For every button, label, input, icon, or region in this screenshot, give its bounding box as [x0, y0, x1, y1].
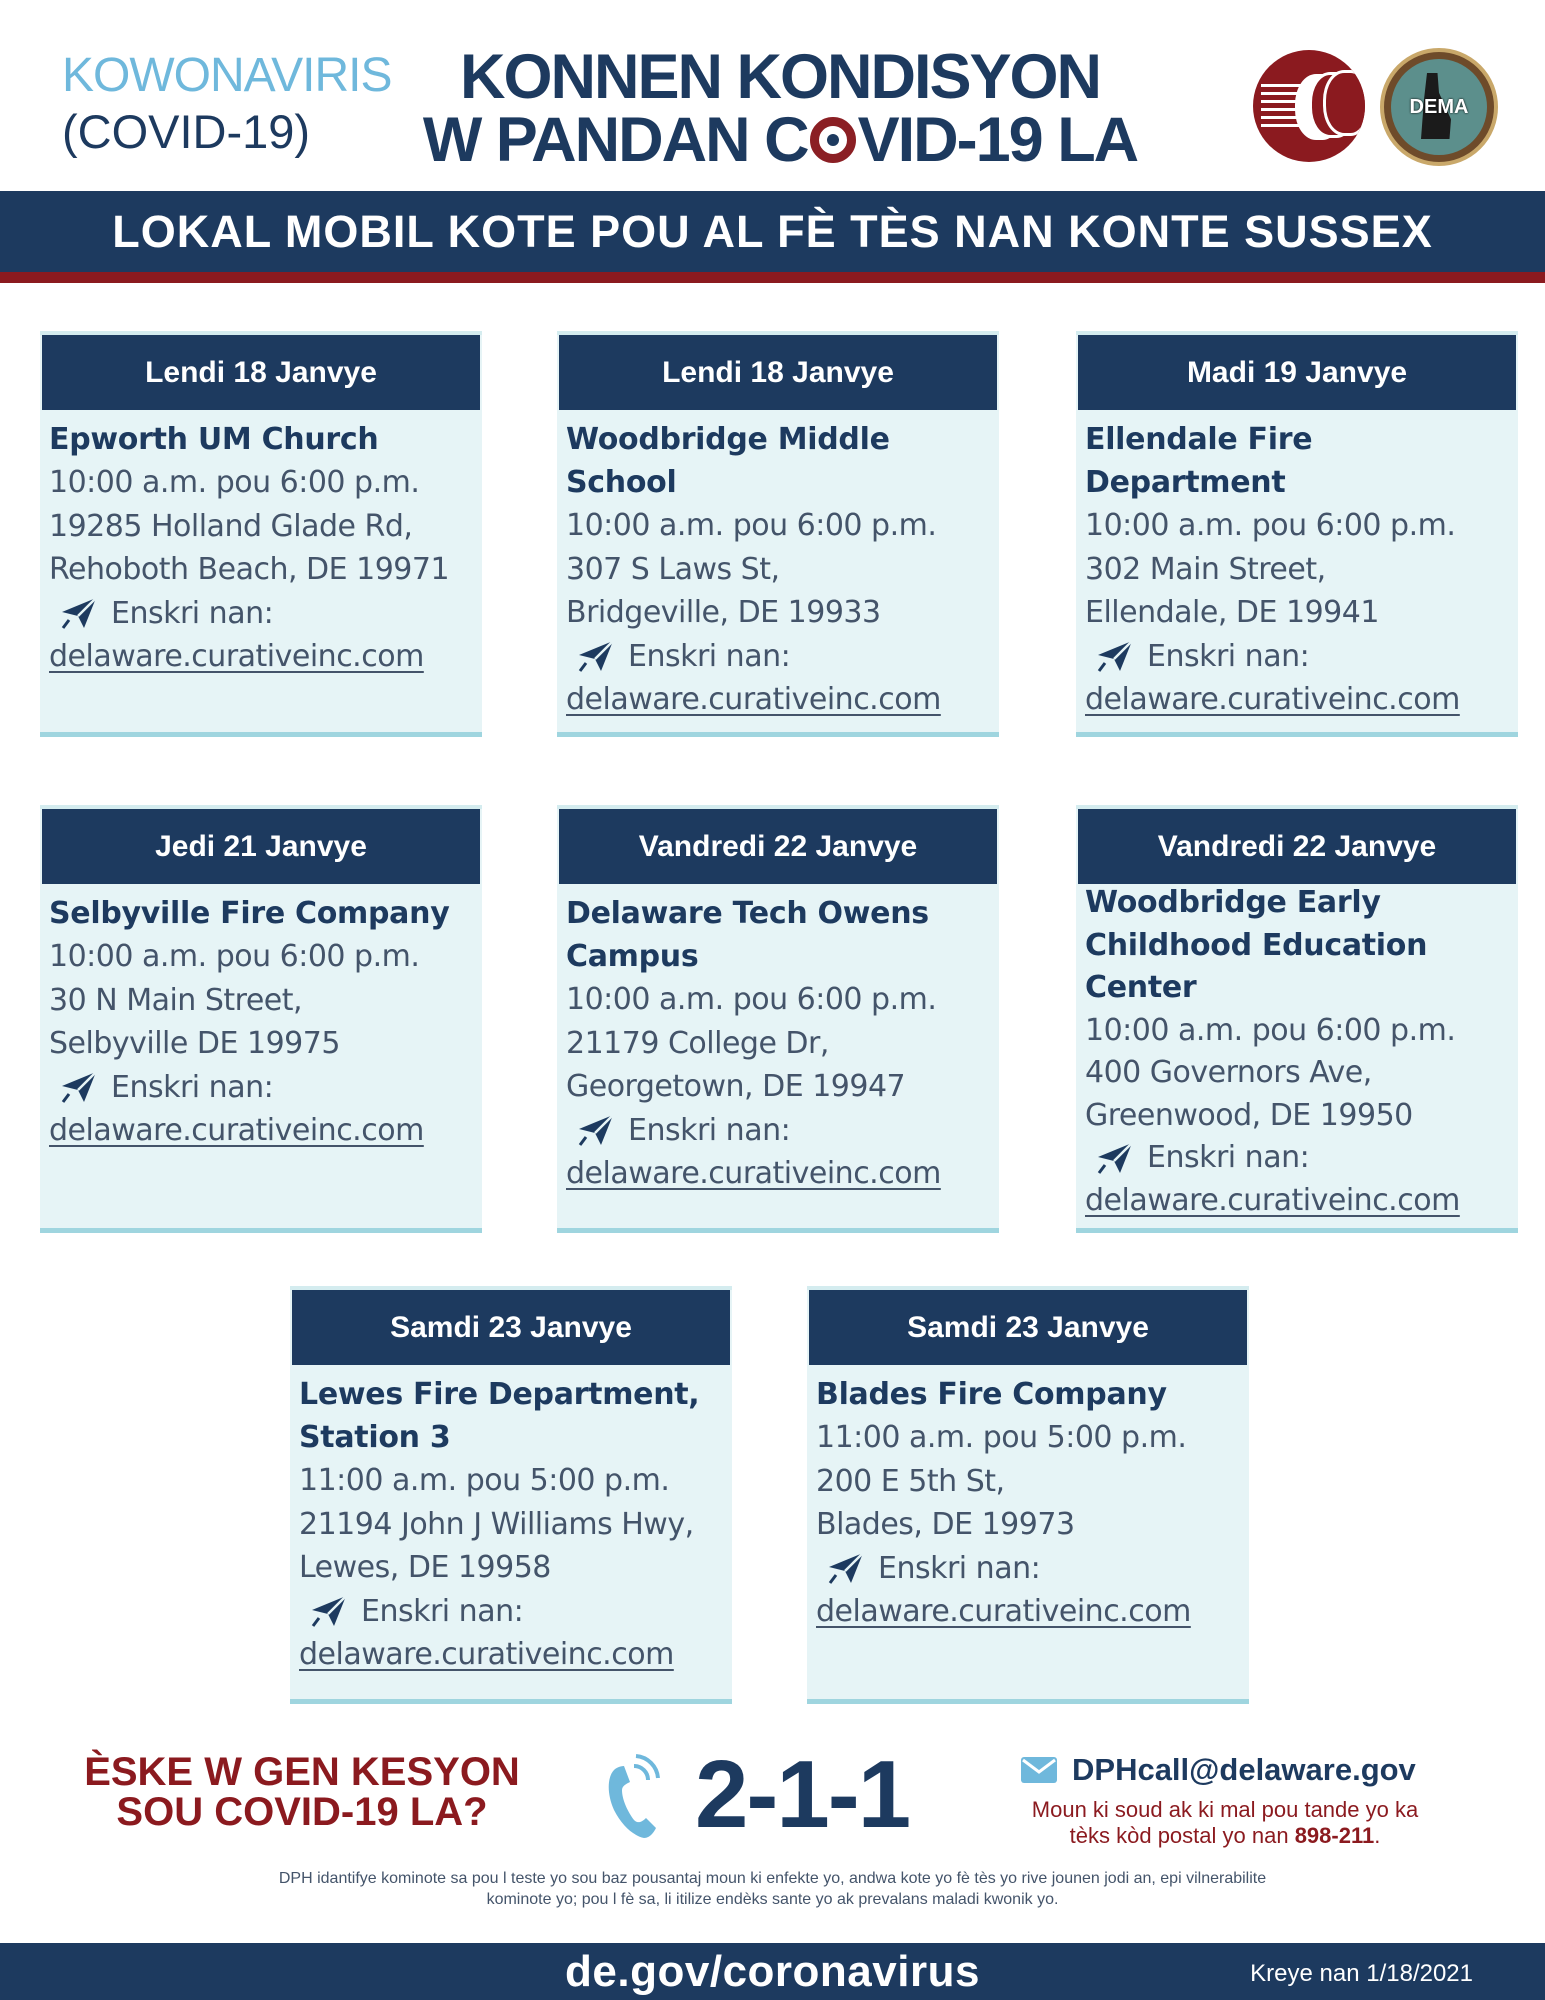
site-address-2: Selbyville DE 19975	[49, 1026, 340, 1061]
register-label: Enskri nan:	[111, 595, 274, 631]
register-label: Enskri nan:	[361, 1593, 524, 1629]
title-line-2b: VID-19 LA	[857, 105, 1138, 175]
site-name: Childhood Education	[1085, 927, 1428, 963]
email-contact[interactable]	[1020, 1752, 1416, 1788]
question-line-2: SOU COVID-19 LA?	[116, 1790, 488, 1834]
site-hours: 10:00 a.m. pou 6:00 p.m.	[49, 465, 420, 500]
banner-divider	[0, 272, 1545, 283]
register-row	[49, 1066, 474, 1110]
site-address-2: Bridgeville, DE 19933	[566, 595, 881, 630]
site-address-1: 400 Governors Ave,	[1085, 1055, 1372, 1090]
site-details	[807, 1365, 1249, 1634]
site-date: Lendi 18 Janvye	[662, 355, 894, 389]
virus-icon	[810, 117, 856, 163]
site-name: Blades Fire Company	[816, 1377, 1167, 1412]
site-details	[1076, 874, 1518, 1222]
site-date: Madi 19 Janvye	[1186, 355, 1408, 389]
site-hours: 10:00 a.m. pou 6:00 p.m.	[566, 508, 937, 543]
dema-label: DEMA	[1409, 95, 1469, 118]
title-line-1: KONNEN KONDISYON	[459, 42, 1101, 112]
disclaimer-line-1: DPH idantifye kominote sa pou l teste yo sou baz pousantaj moun ki enfekte yo, andwa kote yo fè tès yo rive jounen jodi an, epi vilnerabilite	[278, 1870, 1267, 1887]
footer-bar	[0, 1943, 1545, 2000]
register-link[interactable]: delaware.curativeinc.com	[566, 682, 941, 717]
site-name: Station 3	[299, 1420, 451, 1455]
site-name: Center	[1085, 970, 1197, 1005]
site-date-header	[809, 1290, 1247, 1365]
phone-icon	[600, 1752, 670, 1842]
site-date-header	[42, 809, 480, 884]
site-address-2: Greenwood, DE 19950	[1085, 1097, 1413, 1133]
site-address-1: 307 S Laws St,	[566, 551, 780, 587]
site-date: Lendi 18 Janvye	[145, 355, 377, 389]
register-row	[816, 1547, 1241, 1591]
send-icon	[59, 596, 99, 630]
site-address-1: 19285 Holland Glade Rd,	[49, 508, 413, 544]
testing-site-card	[290, 1286, 732, 1704]
site-date: Vandredi 22 Janvye	[1157, 829, 1437, 863]
site-details	[40, 410, 482, 679]
dph-logo	[1253, 50, 1365, 162]
site-address-2: Blades, DE 19973	[816, 1507, 1075, 1542]
site-address-2: Ellendale, DE 19941	[1085, 595, 1379, 630]
site-date: Samdi 23 Janvye	[390, 1310, 632, 1344]
site-date: Samdi 23 Janvye	[907, 1310, 1149, 1344]
email-note-line-2	[1005, 1823, 1445, 1849]
site-date-header	[1078, 809, 1516, 884]
site-date-header	[1078, 335, 1516, 410]
disclaimer	[180, 1868, 1365, 1910]
site-name: Delaware Tech Owens	[566, 896, 929, 931]
site-date-header	[42, 335, 480, 410]
register-label: Enskri nan:	[628, 638, 791, 674]
page-title	[420, 42, 1140, 175]
site-name: Selbyville Fire Company	[49, 896, 450, 931]
site-name: Campus	[566, 939, 699, 974]
phone-number[interactable]: 2-1-1	[695, 1741, 910, 1848]
register-row	[299, 1590, 724, 1634]
covid-label: (COVID-19)	[62, 105, 311, 158]
website-link[interactable]: de.gov/coronavirus	[565, 1947, 980, 1996]
logo-face	[1323, 70, 1365, 136]
testing-site-card	[1076, 805, 1518, 1233]
site-name: Epworth UM Church	[49, 422, 379, 457]
site-address-1: 21194 John J Williams Hwy,	[299, 1506, 694, 1542]
questions-heading	[72, 1752, 532, 1832]
site-address-1: 200 E 5th St,	[816, 1463, 1005, 1499]
send-icon	[1095, 639, 1135, 673]
email-note-text: tèks kòd postal yo nan	[1069, 1823, 1295, 1848]
register-link[interactable]: delaware.curativeinc.com	[49, 1113, 424, 1148]
register-link[interactable]: delaware.curativeinc.com	[1085, 1182, 1460, 1218]
site-name: Woodbridge Early	[1085, 885, 1381, 920]
testing-site-card	[40, 805, 482, 1233]
testing-site-card	[807, 1286, 1249, 1704]
site-name: Ellendale Fire Department	[1085, 422, 1313, 500]
register-label: Enskri nan:	[878, 1550, 1041, 1586]
email-note	[1005, 1797, 1445, 1849]
register-row	[1085, 635, 1510, 679]
disclaimer-line-2: kominote yo; pou l fè sa, li itilize endèks sante yo ak prevalans maladi kwonik yo.	[486, 1891, 1059, 1908]
dema-seal	[1391, 59, 1487, 155]
site-date: Jedi 21 Janvye	[155, 829, 367, 863]
site-hours: 11:00 a.m. pou 5:00 p.m.	[816, 1420, 1187, 1455]
email-address[interactable]: DPHcall@delaware.gov	[1072, 1752, 1416, 1787]
site-name: Woodbridge Middle School	[566, 422, 890, 500]
send-icon	[576, 1113, 616, 1147]
title-line-2	[420, 105, 1140, 175]
site-date: Vandredi 22 Janvye	[638, 829, 918, 863]
register-label: Enskri nan:	[1147, 1140, 1310, 1175]
testing-site-card	[557, 805, 999, 1233]
register-row	[1085, 1137, 1510, 1180]
text-code: 898-211	[1294, 1823, 1375, 1848]
title-line-2a: W PANDAN C	[422, 105, 808, 175]
site-address-2: Georgetown, DE 19947	[566, 1069, 906, 1104]
site-address-2: Lewes, DE 19958	[299, 1550, 551, 1585]
register-row	[566, 635, 991, 679]
site-details	[557, 410, 999, 722]
site-hours: 10:00 a.m. pou 6:00 p.m.	[566, 982, 937, 1017]
site-date-header	[559, 335, 997, 410]
site-hours: 10:00 a.m. pou 6:00 p.m.	[49, 939, 420, 974]
site-date-header	[559, 809, 997, 884]
email-note-line-1: Moun ki soud ak ki mal pou tande yo ka	[1031, 1797, 1419, 1822]
kowonaviris-label: KOWONAVIRIS	[62, 49, 392, 102]
register-row	[49, 592, 474, 636]
site-details	[290, 1365, 732, 1677]
register-link[interactable]: delaware.curativeinc.com	[1085, 682, 1460, 717]
send-icon	[576, 639, 616, 673]
banner	[0, 191, 1545, 272]
send-icon	[1095, 1141, 1135, 1175]
site-details	[557, 884, 999, 1196]
header-left	[62, 48, 391, 160]
question-line-1: ÈSKE W GEN KESYON	[84, 1750, 520, 1794]
site-address-1: 21179 College Dr,	[566, 1025, 829, 1061]
site-address-2: Rehoboth Beach, DE 19971	[49, 552, 450, 587]
site-hours: 11:00 a.m. pou 5:00 p.m.	[299, 1463, 670, 1498]
site-details	[1076, 410, 1518, 722]
register-label: Enskri nan:	[628, 1112, 791, 1148]
send-icon	[309, 1594, 349, 1628]
register-link[interactable]: delaware.curativeinc.com	[816, 1594, 1191, 1629]
testing-site-card	[1076, 331, 1518, 737]
site-details	[40, 884, 482, 1153]
site-name: Lewes Fire Department,	[299, 1377, 700, 1412]
email-note-end: .	[1374, 1823, 1381, 1848]
site-hours: 10:00 a.m. pou 6:00 p.m.	[1085, 1012, 1456, 1048]
site-address-1: 302 Main Street,	[1085, 551, 1326, 587]
testing-site-card	[557, 331, 999, 737]
dema-logo	[1380, 48, 1498, 166]
register-link[interactable]: delaware.curativeinc.com	[49, 639, 424, 674]
register-label: Enskri nan:	[111, 1069, 274, 1105]
banner-title: LOKAL MOBIL KOTE POU AL FÈ TÈS NAN KONTE SUSSEX	[112, 205, 1433, 257]
envelope-icon	[1020, 1756, 1058, 1784]
testing-site-card	[40, 331, 482, 737]
register-label: Enskri nan:	[1147, 638, 1310, 674]
register-link[interactable]: delaware.curativeinc.com	[299, 1637, 674, 1672]
created-date: Kreye nan 1/18/2021	[1250, 1960, 1473, 1987]
site-hours: 10:00 a.m. pou 6:00 p.m.	[1085, 508, 1456, 543]
register-row	[566, 1109, 991, 1153]
site-address-1: 30 N Main Street,	[49, 982, 303, 1018]
send-icon	[59, 1070, 99, 1104]
send-icon	[826, 1551, 866, 1585]
site-date-header	[292, 1290, 730, 1365]
register-link[interactable]: delaware.curativeinc.com	[566, 1156, 941, 1191]
